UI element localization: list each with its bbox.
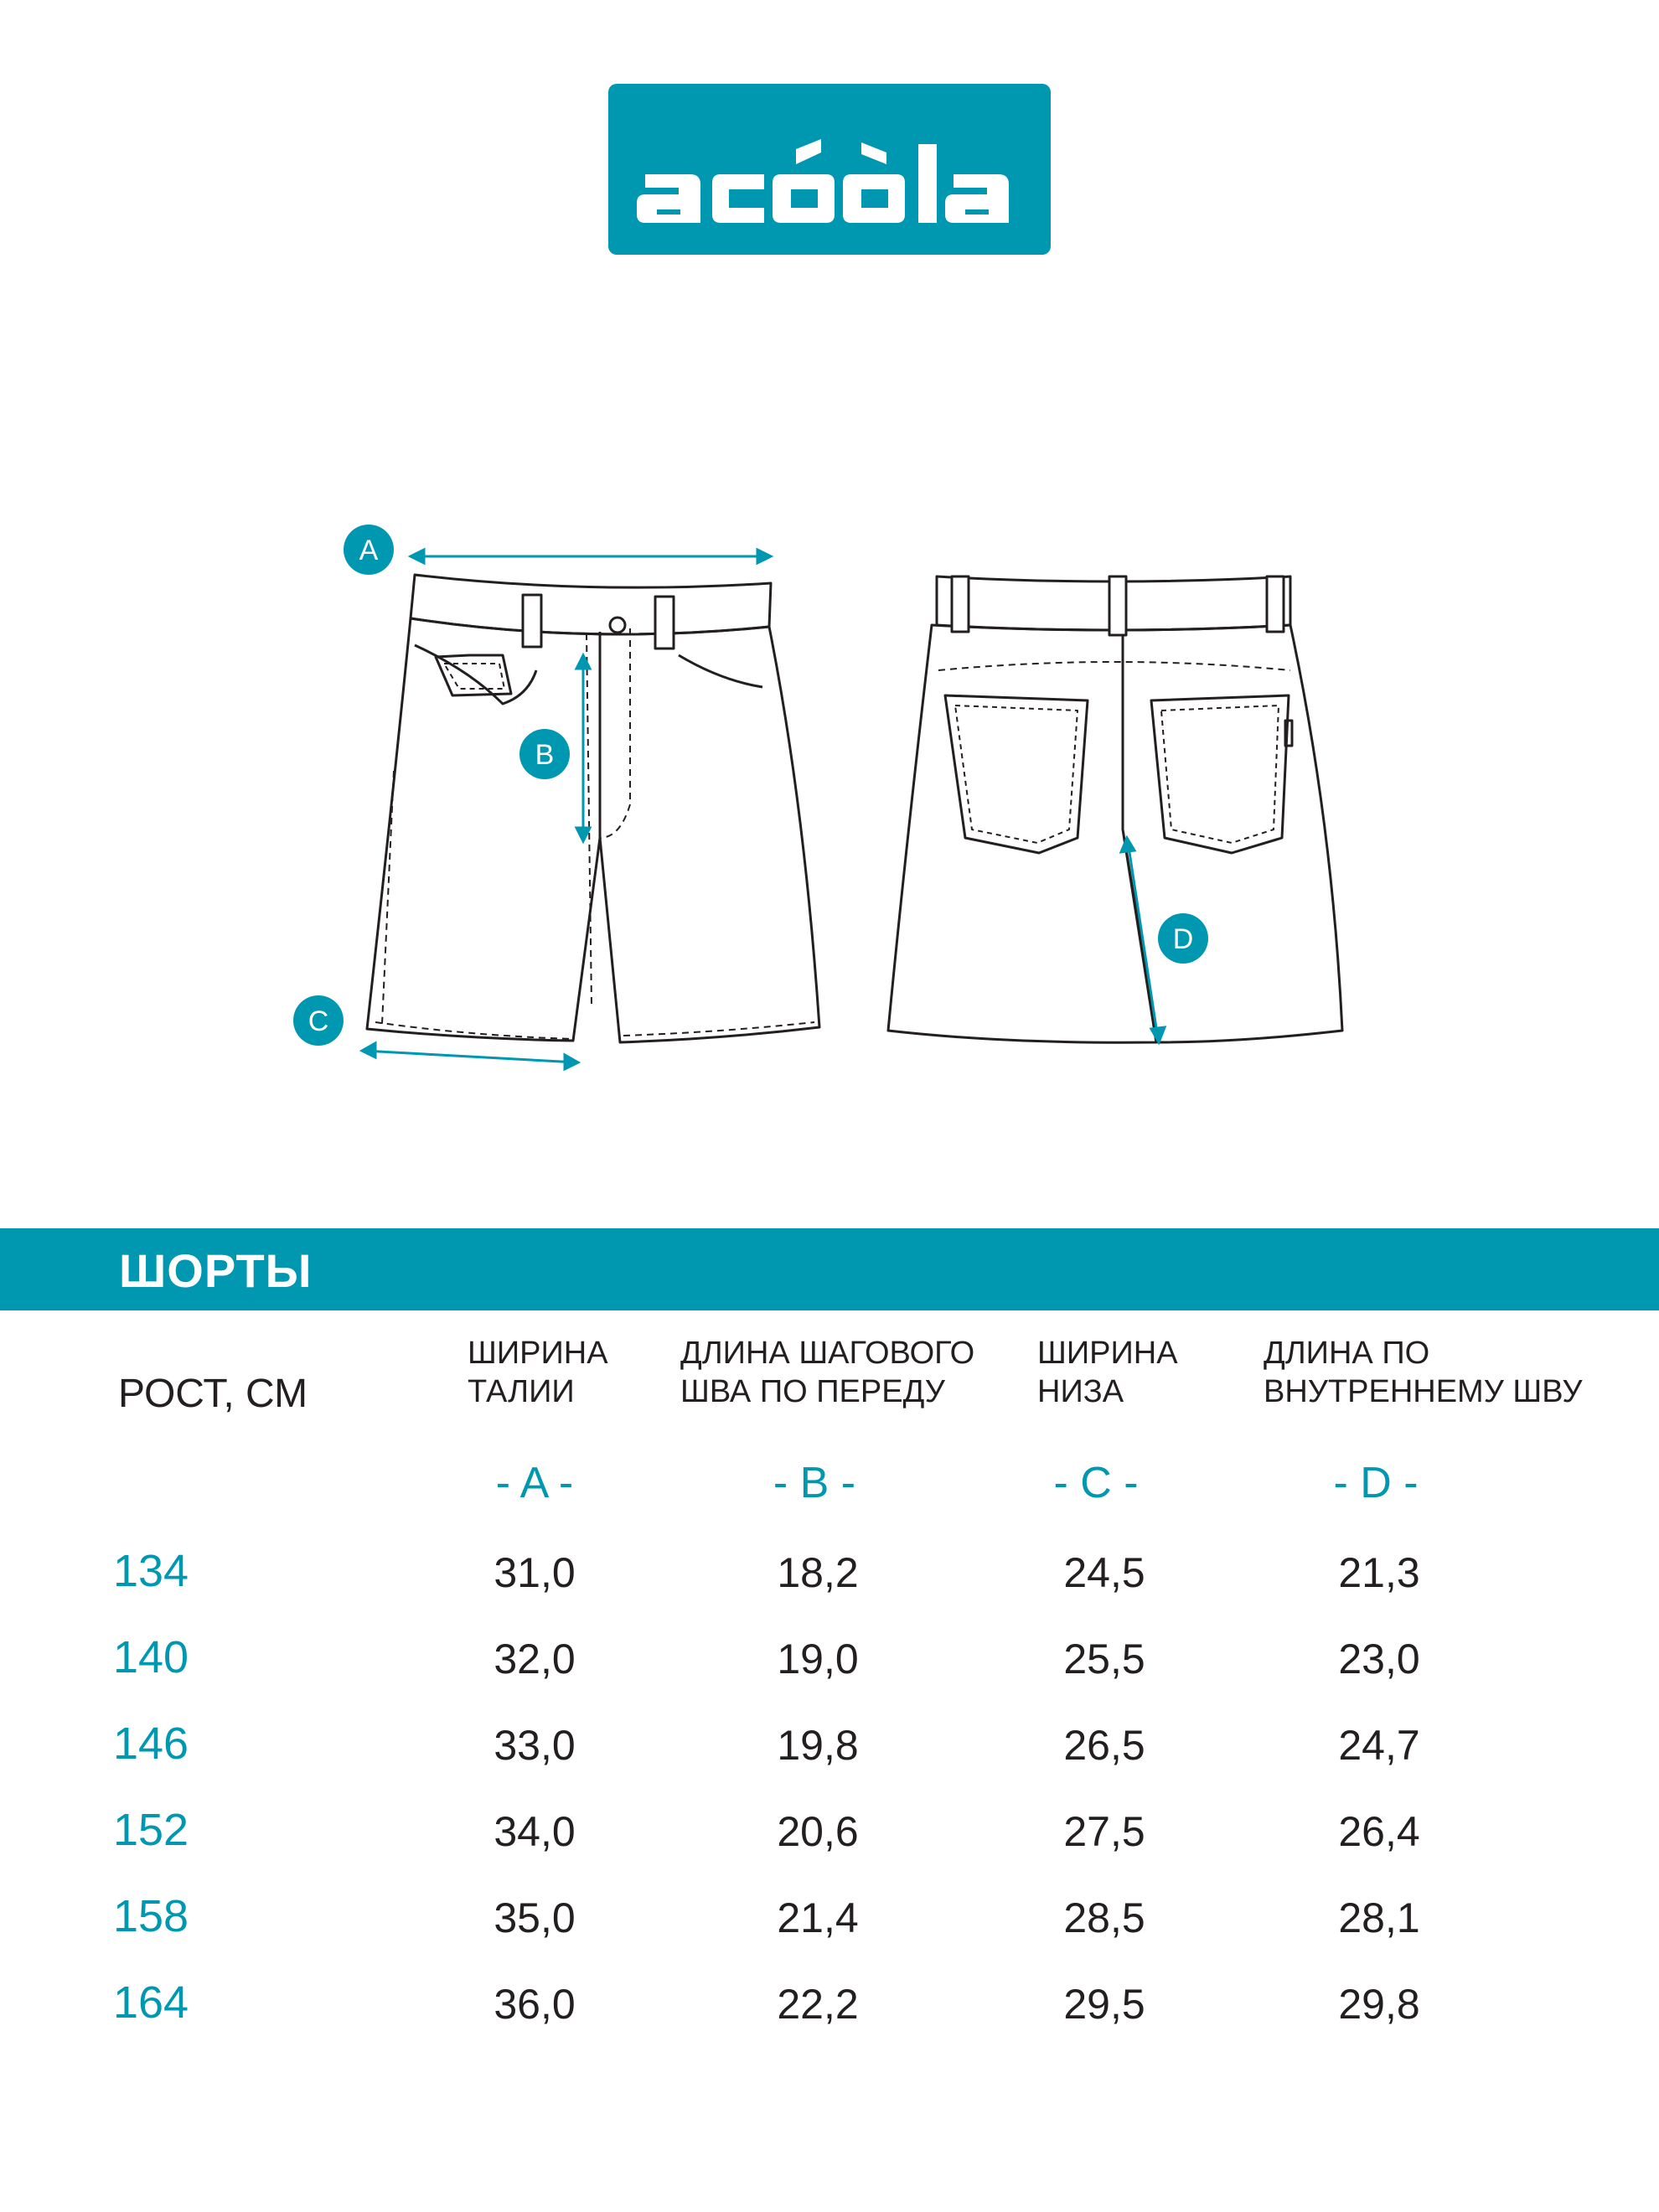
column-letter-b: - B - xyxy=(773,1459,856,1507)
value-cell: 26,5 xyxy=(1063,1722,1145,1769)
value-cell: 24,5 xyxy=(1063,1549,1145,1596)
value-cell: 25,5 xyxy=(1063,1636,1145,1682)
value-cell: 21,3 xyxy=(1338,1549,1420,1596)
brand-logo xyxy=(608,84,1051,255)
label-b: B xyxy=(535,739,555,771)
column-header-c: ШИРИНА НИЗА xyxy=(1037,1336,1178,1409)
value-cell: 33,0 xyxy=(494,1722,576,1769)
value-cell: 29,8 xyxy=(1338,1981,1420,2028)
label-a: A xyxy=(359,535,379,566)
value-cell: 36,0 xyxy=(494,1981,576,2028)
label-c: C xyxy=(308,1005,329,1037)
column-header-b: ДЛИНА ШАГОВОГО ШВА ПО ПЕРЕДУ xyxy=(680,1336,975,1409)
value-cell: 21,4 xyxy=(777,1894,859,1941)
column-header-d: ДЛИНА ПО ВНУТРЕННЕМУ ШВУ xyxy=(1264,1336,1583,1409)
value-cell: 19,0 xyxy=(777,1636,859,1682)
value-cell: 29,5 xyxy=(1063,1981,1145,2028)
acoola-logo-icon xyxy=(608,84,1051,255)
column-letter-d: - D - xyxy=(1333,1459,1419,1507)
value-cell: 35,0 xyxy=(494,1894,576,1941)
value-cell: 23,0 xyxy=(1338,1636,1420,1682)
value-cell: 28,1 xyxy=(1338,1894,1420,1941)
value-cell: 27,5 xyxy=(1063,1808,1145,1855)
shorts-technical-drawing xyxy=(0,469,1659,1106)
label-d: D xyxy=(1172,923,1194,955)
value-cell: 34,0 xyxy=(494,1808,576,1855)
table-title-banner xyxy=(0,1228,1659,1310)
table-title: ШОРТЫ xyxy=(119,1244,313,1297)
size-column-header: РОСТ, СМ xyxy=(118,1372,308,1416)
column-letter-a: - A - xyxy=(495,1459,574,1507)
column-header-a: ШИРИНА ТАЛИИ xyxy=(468,1336,608,1409)
value-cell: 28,5 xyxy=(1063,1894,1145,1941)
value-cell: 32,0 xyxy=(494,1636,576,1682)
value-cell: 26,4 xyxy=(1338,1808,1420,1855)
value-cell: 31,0 xyxy=(494,1549,576,1596)
column-letter-c: - C - xyxy=(1053,1459,1139,1507)
shorts-sketch-icon xyxy=(0,469,1659,1106)
value-cell: 20,6 xyxy=(777,1808,859,1855)
value-cell: 22,2 xyxy=(777,1981,859,2028)
value-cell: 18,2 xyxy=(777,1549,859,1596)
value-cell: 24,7 xyxy=(1338,1722,1420,1769)
value-cell: 19,8 xyxy=(777,1722,859,1769)
